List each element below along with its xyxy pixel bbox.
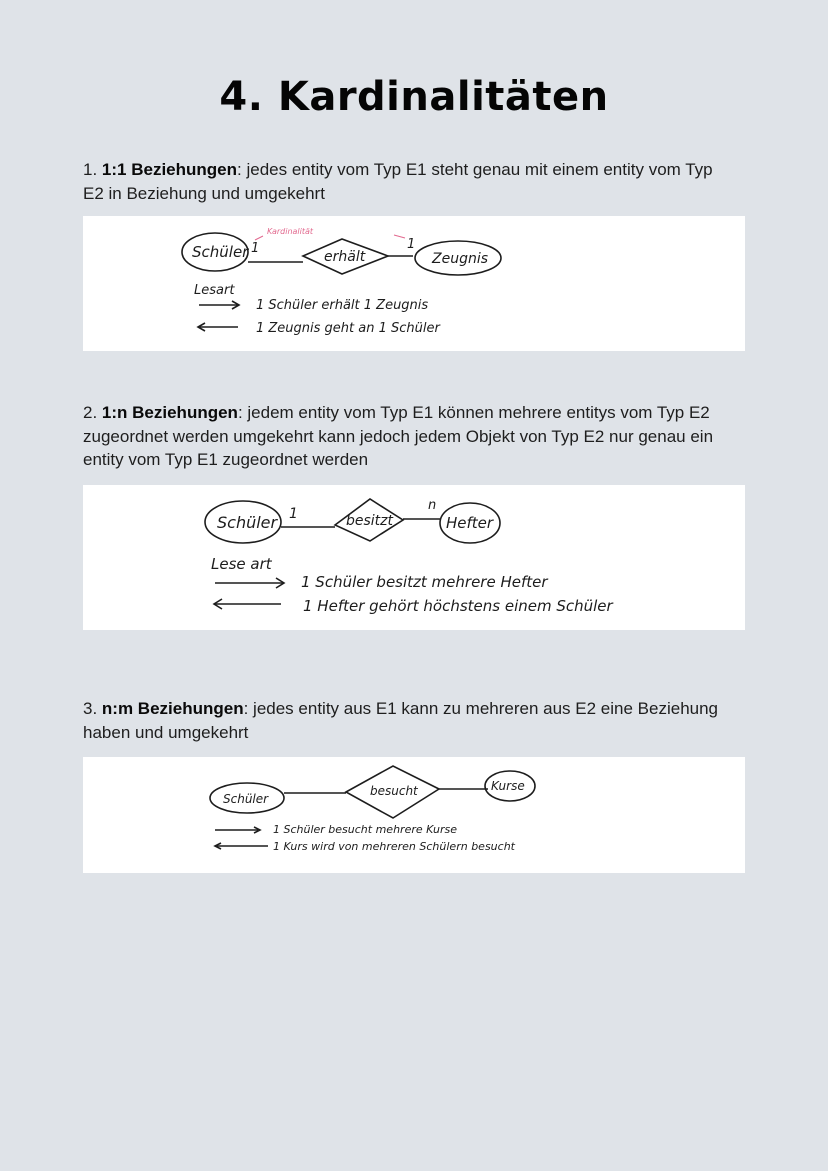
entity-right-label: Hefter	[446, 514, 494, 532]
section-number: 3.	[83, 699, 98, 718]
section-text: : jedes entity aus E1 kann zu mehreren aus E2 eine Beziehung haben und umgekehrt	[83, 699, 719, 742]
reading-label: Lesart	[194, 283, 235, 298]
section-term: 1:n Beziehungen	[101, 403, 238, 422]
er-diagram-1-to-n	[83, 485, 745, 630]
cardinality-left: 1	[251, 241, 260, 256]
diagram-card-1-to-1	[83, 216, 745, 351]
cardinality-annotation: Kardinalität	[267, 227, 314, 236]
entity-left-label: Schüler	[223, 792, 269, 806]
reading-forward: 1 Schüler besitzt mehrere Hefter	[301, 573, 548, 591]
entity-left-label: Schüler	[217, 513, 278, 532]
section-3-description	[83, 697, 723, 744]
relation-label: besucht	[370, 784, 418, 798]
section-term: 1:1 Beziehungen	[101, 160, 238, 179]
cardinality-right: n	[428, 498, 437, 513]
reading-backward: 1 Zeugnis geht an 1 Schüler	[256, 321, 440, 336]
section-text: : jedes entity vom Typ E1 steht genau mit einem entity vom Typ E2 in Beziehung und umgekehrt	[83, 160, 713, 203]
relation-label: erhält	[324, 249, 366, 265]
entity-left-label: Schüler	[192, 243, 249, 261]
section-text: : jedem entity vom Typ E1 können mehrere entitys vom Typ E2 zugeordnet werden umgekehrt kann jedoch jedem Objekt von Typ E2 nur genau ein entity vom Typ E1 zugeordnet werden	[83, 403, 714, 469]
section-2-description	[83, 401, 733, 472]
relation-label: besitzt	[346, 513, 394, 529]
reading-forward: 1 Schüler erhält 1 Zeugnis	[256, 298, 429, 313]
section-1-description	[83, 158, 723, 205]
reading-label: Lese art	[211, 555, 272, 573]
reading-forward: 1 Schüler besucht mehrere Kurse	[273, 823, 458, 836]
page-title: 4. Kardinalitäten	[219, 74, 609, 120]
section-number: 1.	[83, 160, 98, 179]
diagram-card-n-to-m	[83, 757, 745, 873]
section-term: n:m Beziehungen	[101, 699, 244, 718]
er-diagram-1-to-1	[83, 216, 745, 351]
cardinality-left: 1	[289, 506, 298, 522]
section-number: 2.	[83, 403, 98, 422]
reading-backward: 1 Hefter gehört höchstens einem Schüler	[303, 597, 613, 615]
diagram-card-1-to-n	[83, 485, 745, 630]
reading-backward: 1 Kurs wird von mehreren Schülern besucht	[273, 840, 515, 853]
cardinality-right: 1	[407, 237, 416, 252]
entity-right-label: Kurse	[491, 779, 525, 793]
er-diagram-n-to-m	[83, 757, 745, 873]
entity-right-label: Zeugnis	[432, 251, 489, 267]
